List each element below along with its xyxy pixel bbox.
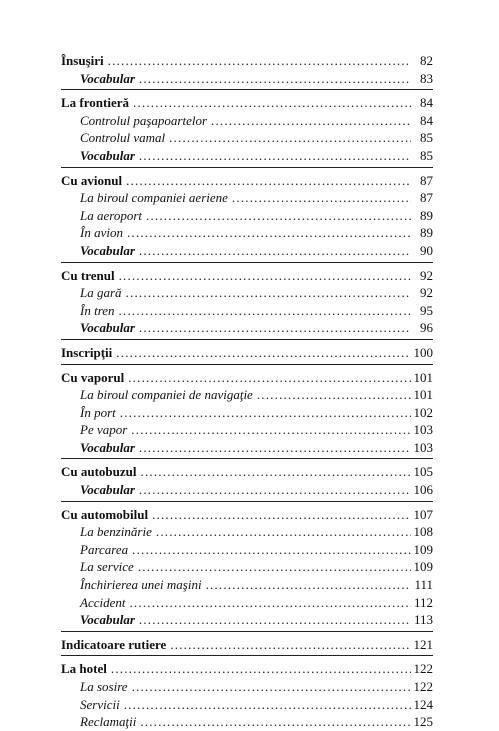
dot-leader bbox=[139, 439, 411, 457]
dot-leader bbox=[146, 207, 411, 225]
subsection-entry bbox=[61, 594, 433, 612]
page-number: 100 bbox=[413, 344, 433, 360]
toc-entry-title: Închirierea unei maşini bbox=[80, 577, 202, 593]
toc-entry-title: Cu autobuzul bbox=[61, 464, 137, 480]
page-number: 87 bbox=[420, 190, 433, 206]
dot-leader bbox=[138, 558, 411, 576]
section-divider bbox=[61, 364, 433, 365]
toc-section bbox=[61, 267, 433, 340]
dot-leader bbox=[116, 344, 411, 362]
toc-entry-title: Controlul paşapoartelor bbox=[80, 112, 208, 128]
section-divider bbox=[61, 458, 433, 459]
page-number: 89 bbox=[420, 207, 433, 223]
toc-entry-title: La biroul companiei aeriene bbox=[80, 190, 228, 206]
toc-section bbox=[61, 636, 433, 657]
toc-entry-title: La service bbox=[80, 559, 134, 575]
toc-section bbox=[61, 660, 433, 730]
page-number: 103 bbox=[413, 422, 433, 438]
dot-leader bbox=[132, 541, 411, 559]
page-number: 95 bbox=[420, 302, 433, 318]
toc-entry-title: Reclamaţii bbox=[80, 714, 137, 730]
page-number: 82 bbox=[420, 53, 433, 68]
section-divider bbox=[61, 339, 433, 340]
section-heading bbox=[61, 463, 433, 481]
dot-leader bbox=[139, 70, 411, 88]
page-number: 106 bbox=[413, 482, 433, 498]
toc-section bbox=[61, 369, 433, 460]
toc-entry-title: Vocabular bbox=[80, 439, 135, 455]
section-divider bbox=[61, 655, 433, 656]
subsection-entry bbox=[61, 404, 433, 422]
subsection-entry bbox=[61, 284, 433, 302]
toc-entry-title: Parcarea bbox=[80, 541, 129, 557]
page-number: 122 bbox=[413, 679, 433, 694]
dot-leader bbox=[211, 112, 411, 130]
page-number: 90 bbox=[420, 242, 433, 258]
subsection-entry bbox=[61, 576, 433, 594]
toc-entry-title: Cu automobilul bbox=[61, 506, 149, 522]
dot-leader bbox=[232, 189, 411, 207]
toc-entry-title: În tren bbox=[80, 302, 115, 318]
toc-section bbox=[61, 52, 433, 90]
dot-leader bbox=[124, 696, 411, 714]
section-divider bbox=[61, 262, 433, 263]
dot-leader bbox=[120, 404, 411, 422]
subsection-entry bbox=[61, 386, 433, 404]
dot-leader bbox=[169, 129, 411, 147]
dot-leader bbox=[111, 660, 411, 678]
dot-leader bbox=[132, 678, 411, 696]
section-heading bbox=[61, 52, 433, 70]
toc-entry-title: La frontieră bbox=[61, 95, 129, 111]
dot-leader bbox=[108, 52, 411, 70]
toc-entry-title: La gară bbox=[80, 285, 122, 301]
page-number: 96 bbox=[420, 320, 433, 336]
section-heading bbox=[61, 660, 433, 678]
page-number: 85 bbox=[420, 130, 433, 146]
vocabulary-entry bbox=[61, 147, 433, 165]
page-number: 107 bbox=[413, 506, 433, 522]
toc-entry-title: Vocabular bbox=[80, 147, 135, 163]
dot-leader bbox=[133, 94, 411, 112]
toc-entry-title: Vocabular bbox=[80, 242, 135, 258]
dot-leader bbox=[139, 481, 411, 499]
vocabulary-entry bbox=[61, 319, 433, 337]
subsection-entry bbox=[61, 558, 433, 576]
toc-entry-title: Servicii bbox=[80, 696, 120, 712]
subsection-entry bbox=[61, 523, 433, 541]
page-number: 84 bbox=[420, 95, 433, 111]
toc-entry-title: Vocabular bbox=[80, 320, 135, 336]
page-number: 87 bbox=[420, 172, 433, 188]
subsection-entry bbox=[61, 224, 433, 242]
toc-section bbox=[61, 463, 433, 501]
page-number: 103 bbox=[413, 439, 433, 455]
subsection-entry bbox=[61, 207, 433, 225]
dot-leader bbox=[128, 369, 411, 387]
page-number: 112 bbox=[413, 594, 433, 610]
subsection-entry bbox=[61, 696, 433, 714]
toc-section bbox=[61, 344, 433, 365]
toc-entry-title: La aeroport bbox=[80, 207, 142, 223]
page-number: 92 bbox=[420, 285, 433, 301]
dot-leader bbox=[139, 319, 411, 337]
dot-leader bbox=[257, 386, 411, 404]
toc-entry-title: Pe vapor bbox=[80, 422, 128, 438]
page-number: 108 bbox=[413, 524, 433, 540]
toc-entry-title: La biroul companiei de navigaţie bbox=[80, 387, 253, 403]
subsection-entry bbox=[61, 189, 433, 207]
toc-entry-title: Controlul vamal bbox=[80, 130, 166, 146]
dot-leader bbox=[156, 523, 411, 541]
subsection-entry bbox=[61, 678, 433, 696]
section-heading bbox=[61, 344, 433, 362]
toc-entry-title: Vocabular bbox=[80, 482, 135, 498]
toc-entry-title: În port bbox=[80, 404, 116, 420]
dot-leader bbox=[119, 302, 411, 320]
toc-entry-title: Cu vaporul bbox=[61, 369, 125, 385]
dot-leader bbox=[152, 506, 411, 524]
section-divider bbox=[61, 631, 433, 632]
toc-entry-title: Cu trenul bbox=[61, 267, 115, 283]
toc-entry-title: La benzinărie bbox=[80, 524, 152, 540]
section-heading bbox=[61, 636, 433, 654]
toc-entry-title: Vocabular bbox=[80, 70, 135, 86]
toc-entry-title: Cu avionul bbox=[61, 172, 123, 188]
dot-leader bbox=[139, 242, 411, 260]
page-number: 109 bbox=[413, 559, 433, 575]
vocabulary-entry bbox=[61, 481, 433, 499]
dot-leader bbox=[119, 267, 411, 285]
page-number: 105 bbox=[413, 464, 433, 480]
dot-leader bbox=[126, 284, 411, 302]
subsection-entry bbox=[61, 421, 433, 439]
toc-entry-title: Accident bbox=[80, 594, 126, 610]
toc-section bbox=[61, 506, 433, 632]
toc-entry-title: Vocabular bbox=[80, 612, 135, 628]
subsection-entry bbox=[61, 302, 433, 320]
subsection-entry bbox=[61, 129, 433, 147]
dot-leader bbox=[126, 172, 411, 190]
toc-section bbox=[61, 172, 433, 263]
section-divider bbox=[61, 501, 433, 502]
page-number: 113 bbox=[413, 612, 433, 628]
section-divider bbox=[61, 167, 433, 168]
dot-leader bbox=[131, 421, 411, 439]
toc-entry-title: La sosire bbox=[80, 679, 128, 694]
toc-entry-title: La hotel bbox=[61, 661, 107, 677]
page-number: 83 bbox=[420, 70, 433, 86]
dot-leader bbox=[129, 594, 411, 612]
page-number: 101 bbox=[413, 369, 433, 385]
vocabulary-entry bbox=[61, 70, 433, 88]
section-heading bbox=[61, 369, 433, 387]
page-number: 84 bbox=[420, 112, 433, 128]
table-of-contents bbox=[61, 52, 433, 731]
dot-leader bbox=[206, 576, 411, 594]
section-heading bbox=[61, 506, 433, 524]
page-number: 125 bbox=[413, 714, 433, 730]
dot-leader bbox=[170, 636, 411, 654]
toc-entry-title: Indicatoare rutiere bbox=[61, 636, 167, 652]
dot-leader bbox=[139, 611, 411, 629]
toc-entry-title: Inscripţii bbox=[61, 344, 113, 360]
page-number: 102 bbox=[413, 404, 433, 420]
dot-leader bbox=[139, 147, 411, 165]
page-number: 89 bbox=[420, 225, 433, 241]
toc-entry-title: Însuşiri bbox=[61, 53, 104, 68]
section-heading bbox=[61, 172, 433, 190]
page-number: 124 bbox=[413, 696, 433, 712]
toc-section bbox=[61, 94, 433, 167]
subsection-entry bbox=[61, 541, 433, 559]
page-number: 122 bbox=[413, 661, 433, 677]
toc-entry-title: În avion bbox=[80, 225, 123, 241]
dot-leader bbox=[127, 224, 411, 242]
section-heading bbox=[61, 94, 433, 112]
section-heading bbox=[61, 267, 433, 285]
page-number: 109 bbox=[413, 541, 433, 557]
section-divider bbox=[61, 89, 433, 90]
vocabulary-entry bbox=[61, 439, 433, 457]
vocabulary-entry bbox=[61, 611, 433, 629]
page-number: 85 bbox=[420, 147, 433, 163]
dot-leader bbox=[141, 463, 412, 481]
vocabulary-entry bbox=[61, 242, 433, 260]
page-number: 121 bbox=[413, 636, 433, 652]
page-number: 101 bbox=[413, 387, 433, 403]
page-number: 111 bbox=[414, 577, 433, 593]
page-number: 92 bbox=[420, 267, 433, 283]
subsection-entry bbox=[61, 112, 433, 130]
